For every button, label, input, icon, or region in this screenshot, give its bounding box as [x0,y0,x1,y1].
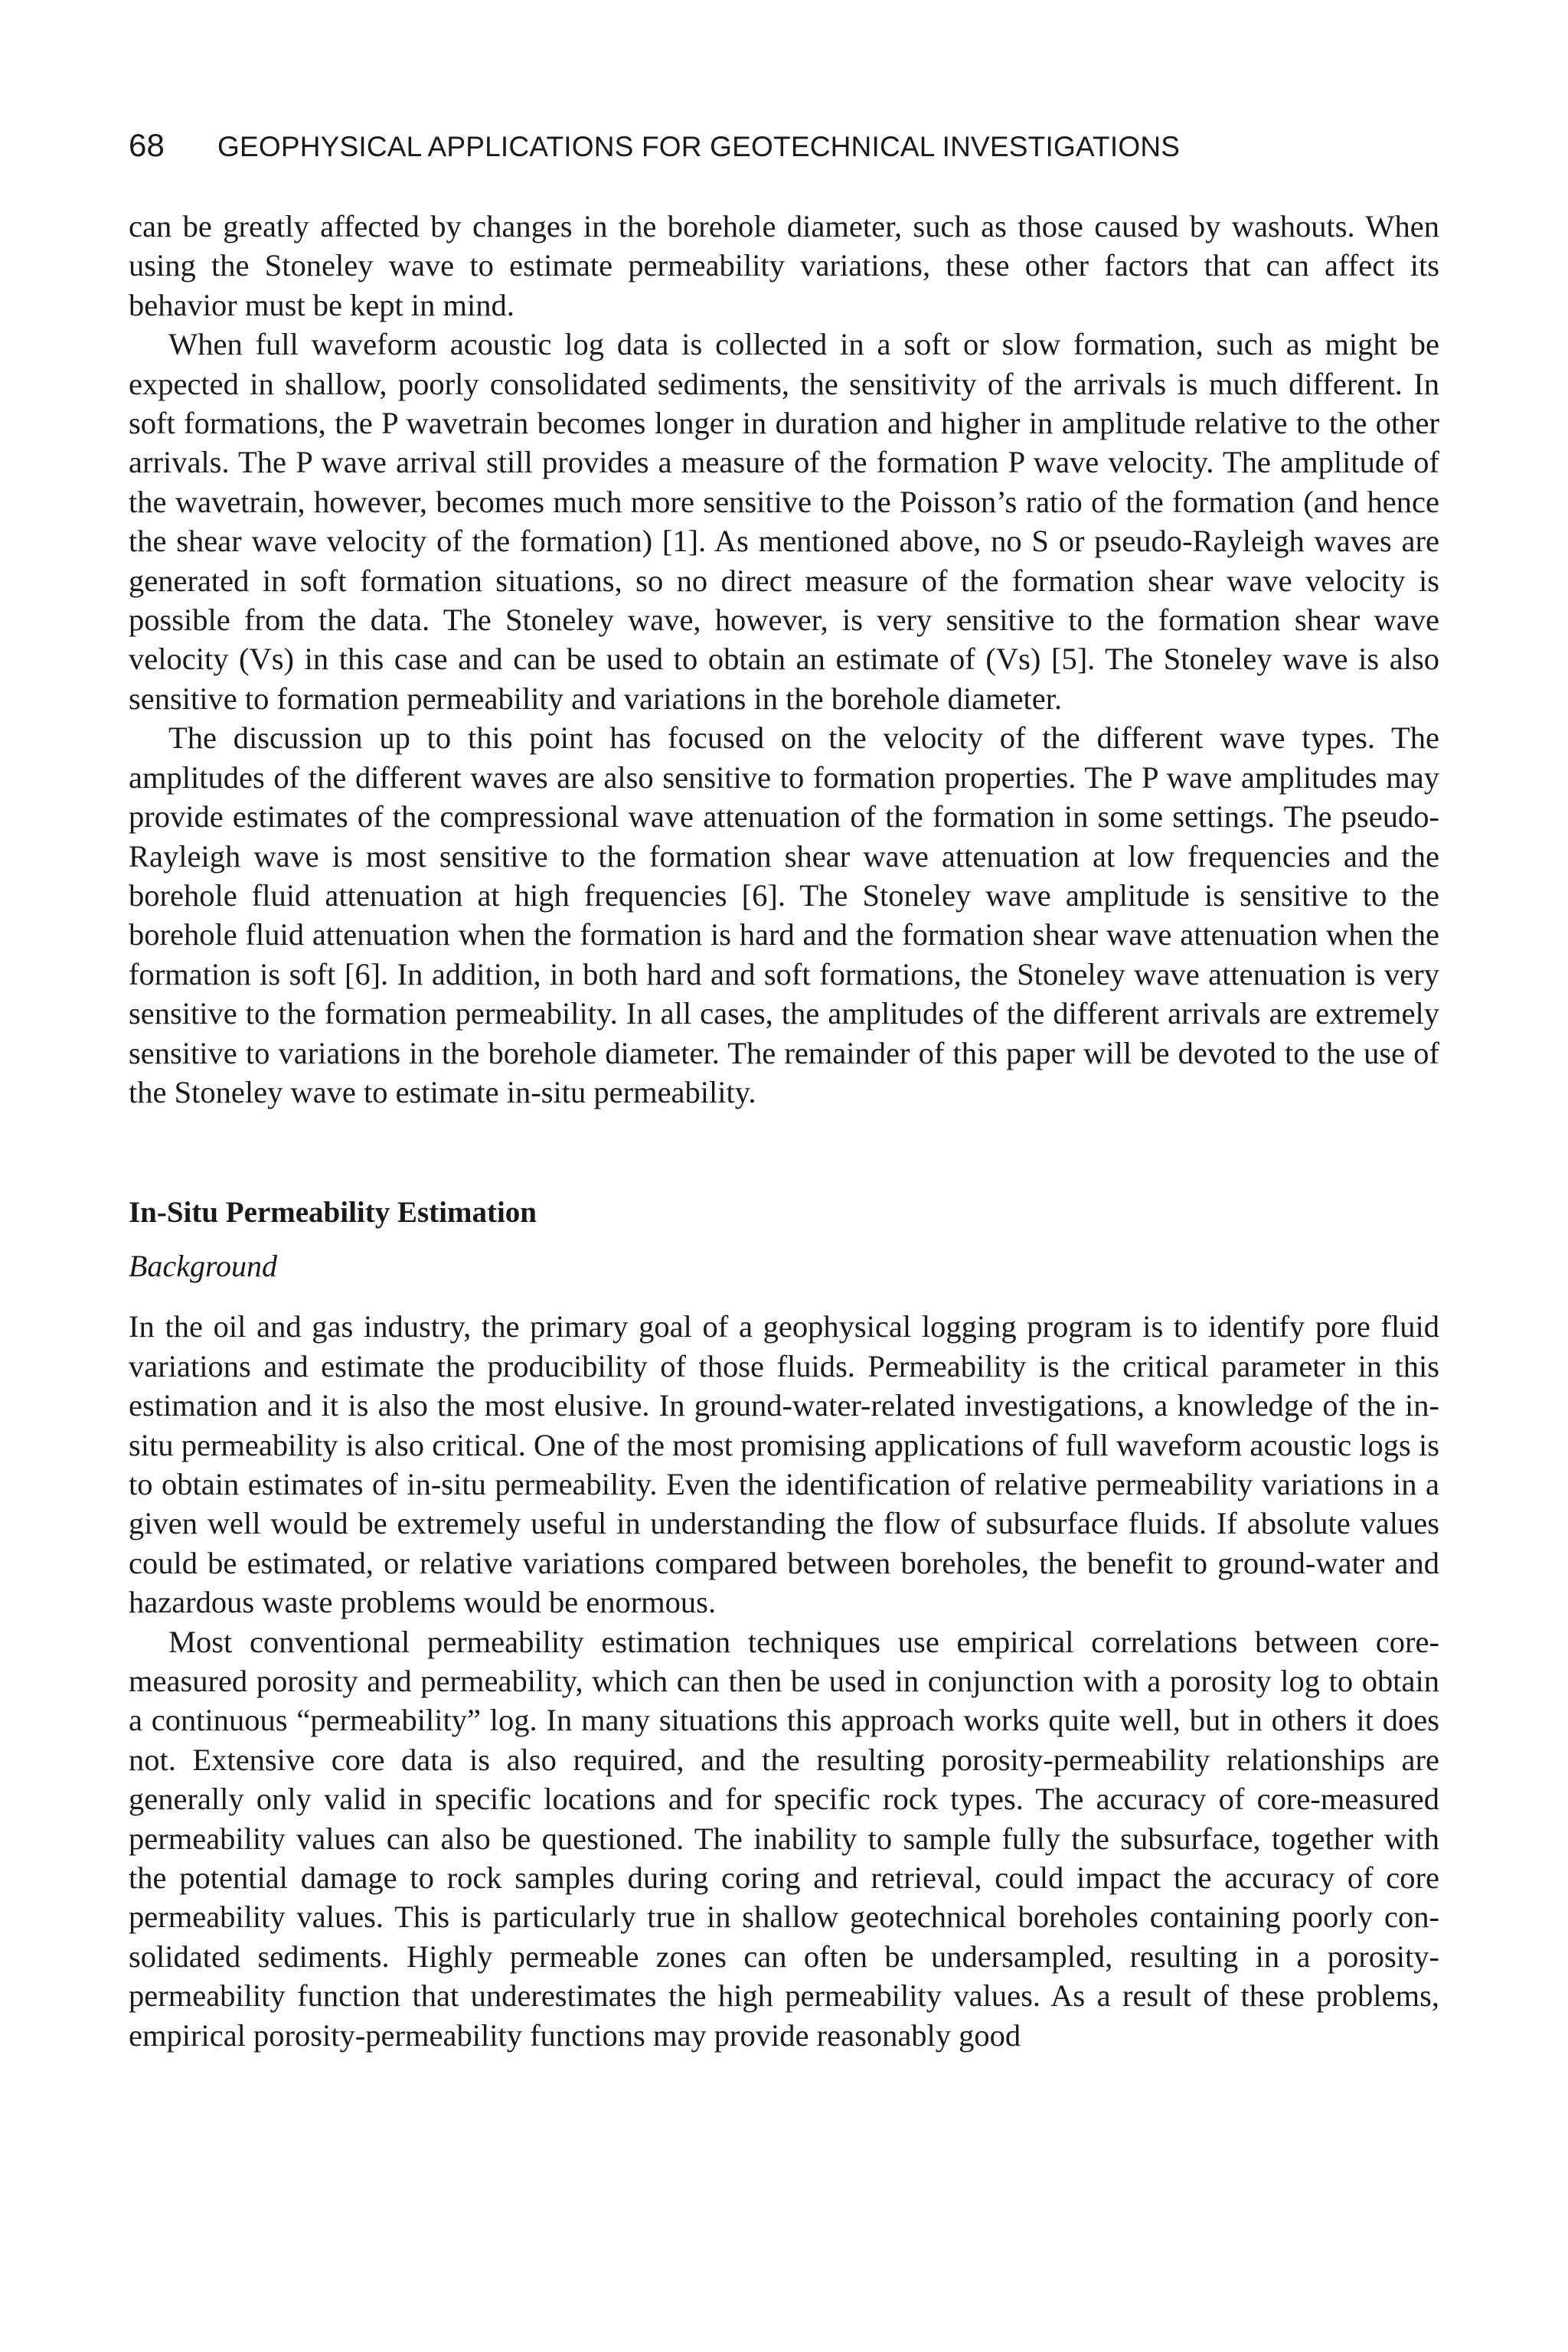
running-header [129,122,1446,168]
section-heading: In-Situ Permeability Estimation [129,1196,537,1230]
paragraph-soft-formation: When full waveform acoustic log data is collected in a soft or slow formation, such as might be expected in shallow, poorly consolidated sediments, the sensitivity of the arrivals is much different. In soft formations, the P wavetrain becomes longer in duration and higher in amplitude relative to the other arrivals. The P wave arrival still provides a measure of the formation P wave velocity. The amplitude of the wavetrain, however, becomes much more sensitive to the Poisson’s ratio of the formation (and hence the shear wave velocity of the formation) [1]. As mentioned above, no S or pseudo-Rayleigh waves are generated in soft formation situations, so no direct measure of the formation shear wave velocity is possible from the data. The Stoneley wave, however, is very sensitive to the formation shear wave velocity (Vs) in this case and can be used to obtain an estimate of (Vs) [5]. The Stoneley wave is also sensitive to formation permeability and variations in the borehole diameter. [129,327,1439,716]
running-title: GEOPHYSICAL APPLICATIONS FOR GEOTECHNICAL INVESTIGATIONS [217,131,1181,162]
paragraph-background: In the oil and gas industry, the primary goal of a geophysical logging program is to identify pore fluid variations and estimate the producibility of those fluids. Permeability is the critical parameter in this estimation and it is also the most elusive. In ground-water-related investigations, a knowledge of the in-situ permeability is also critical. One of the most promising applications of full waveform acoustic logs is to obtain estimates of in-situ permeability. Even the identification of relative permeability variations in a given well would be extremely useful in understanding the flow of subsurface fluids. If absolute values could be estimated, or relative variations compared between boreholes, the benefit to ground-water and hazardous waste problems would be enormous. [129,1309,1439,1620]
paragraph-conventional-techniques: Most conventional permeability estimation techniques use empirical correlations between core-measured porosity and permeability, which can then be used in conjunction with a porosity log to obtain a continuous “permeability” log. In many situations this approach works quite well, but in others it does not. Extensive core data is also required, and the resulting porosity-permeability relationships are generally only valid in specific locations and for specific rock types. The accuracy of core-measured permeability values can also be questioned. The inability to sample fully the subsurface, together with the potential damage to rock samples during coring and retrieval, could impact the accuracy of core permeability values. This is particularly true in shallow geotechnical boreholes containing poorly consolidated sediments. Highly permeable zones can often be undersampled, resulting in a porosity-permeability function that underestimates the high permeability values. As a result of these problems, empirical porosity-permeability functions may provide reasonably good [129,1624,1439,2053]
subsection-heading: Background [129,1249,278,1284]
body-text [129,207,1439,2055]
paragraph-continued: can be greatly affected by changes in the borehole diameter, such as those caused by washouts. When using the Stoneley wave to estimate permeability variations, these other factors that can affect its behavior must be kept in mind. [129,209,1439,322]
page-number: 68 [129,127,165,163]
paragraph-amplitudes: The discussion up to this point has focused on the velocity of the different wave types. The amplitudes of the different waves are also sensitive to formation properties. The P wave amplitudes may provide estimates of the compressional wave attenuation of the formation in some settings. The pseudo-Rayleigh wave is most sensitive to the formation shear wave attenuation at low frequencies and the borehole fluid attenuation at high frequencies [6]. The Stoneley wave amplitude is sensitive to the borehole fluid attenuation when the formation is hard and the formation shear wave attenuation when the formation is soft [6]. In addition, in both hard and soft formations, the Stoneley wave attenuation is very sensitive to the formation permeability. In all cases, the amplitudes of the different arrivals are extremely sensitive to variations in the borehole diameter. The remainder of this paper will be devoted to the use of the Stoneley wave to estimate in-situ permeability. [129,720,1439,1109]
